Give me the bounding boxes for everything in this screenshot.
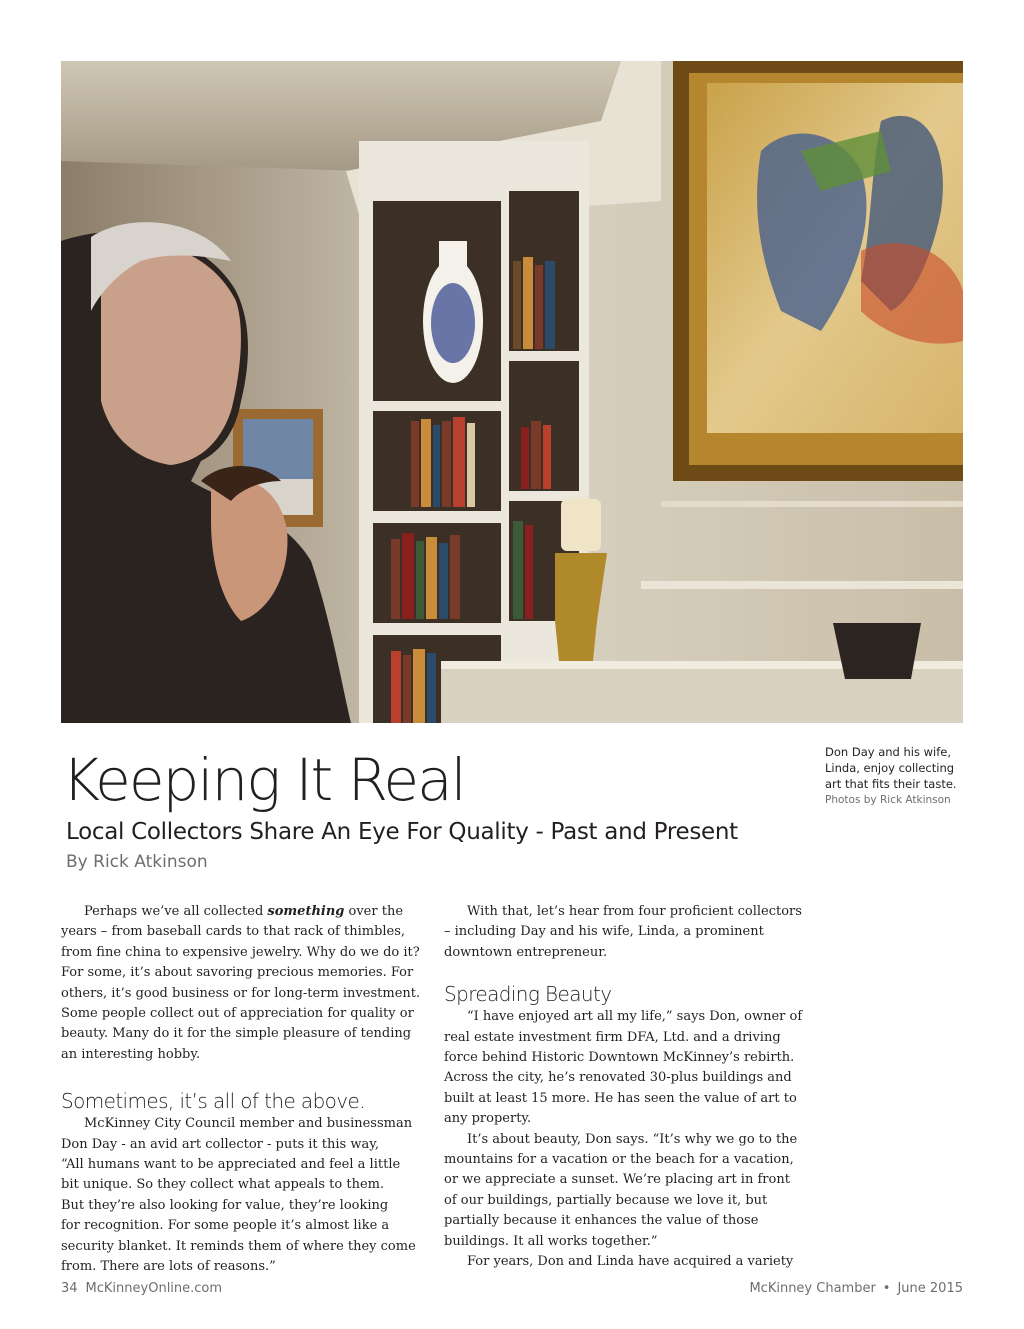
paragraph-line: security blanket. It reminds them of where they come bbox=[61, 1238, 416, 1254]
paragraph-lines bbox=[61, 1114, 423, 1277]
paragraph-line: downtown entrepreneur. bbox=[444, 944, 608, 960]
page-number: 34 bbox=[61, 1281, 78, 1296]
paragraph-line: from fine china to expensive jewelry. Why do we do it? bbox=[61, 944, 420, 960]
paragraph-line: built at least 15 more. He has seen the value of art to bbox=[444, 1090, 797, 1106]
paragraph-line: force behind Historic Downtown McKinney’s rebirth. bbox=[444, 1050, 795, 1066]
paragraph-line: of our buildings, partially because we love it, but bbox=[444, 1192, 768, 1208]
paragraph-line: – including Day and his wife, Linda, a prominent bbox=[444, 924, 764, 940]
paragraph-line: for recognition. For some people it’s almost like a bbox=[61, 1218, 390, 1234]
paragraph-lines bbox=[444, 1130, 806, 1252]
paragraph-line bbox=[61, 902, 423, 922]
article-title: Keeping It Real bbox=[62, 746, 465, 814]
paragraph-line: “I have enjoyed art all my life,” says Don, owner of bbox=[467, 1009, 803, 1025]
site-link[interactable]: McKinneyOnline.com bbox=[85, 1281, 223, 1296]
section-heading-spreading-beauty: Spreading Beauty bbox=[444, 982, 612, 1007]
emphasis-text: something bbox=[267, 904, 345, 919]
caption-line-2: Linda, enjoy collecting bbox=[825, 761, 955, 775]
paragraph-line: an interesting hobby. bbox=[61, 1046, 201, 1062]
paragraph-line: beauty. Many do it for the simple pleasure of tending bbox=[61, 1026, 412, 1042]
article-column-2 bbox=[444, 902, 806, 1273]
paragraph-lines bbox=[444, 902, 806, 963]
caption-line-3: art that fits their taste. bbox=[825, 777, 957, 791]
publication-name: McKinney Chamber bbox=[749, 1281, 876, 1296]
article-byline: By Rick Atkinson bbox=[66, 852, 208, 872]
paragraph-line: McKinney City Council member and businessman bbox=[84, 1116, 413, 1132]
hero-photo-illustration bbox=[61, 61, 963, 723]
paragraph-line: Don Day - an avid art collector - puts it this way, bbox=[61, 1136, 379, 1152]
section-heading-sometimes: Sometimes, it’s all of the above. bbox=[61, 1089, 365, 1114]
paragraph-line: bit unique. So they collect what appeals to them. bbox=[61, 1177, 385, 1193]
text-run: Perhaps we’ve all collected bbox=[84, 904, 268, 919]
paragraph-line: For some, it’s about savoring precious memories. For bbox=[61, 965, 414, 981]
paragraph-line: or we appreciate a sunset. We’re placing art in front bbox=[444, 1172, 790, 1188]
paragraph-line: any property. bbox=[444, 1111, 532, 1127]
paragraph-line: partially because it enhances the value of those bbox=[444, 1213, 759, 1229]
caption-line-1: Don Day and his wife, bbox=[825, 745, 952, 759]
paragraph-line: “All humans want to be appreciated and feel a little bbox=[61, 1157, 401, 1173]
paragraph-line: years – from baseball cards to that rack of thimbles, bbox=[61, 924, 406, 940]
photo-credit: Photos by Rick Atkinson bbox=[825, 794, 951, 806]
article-column-1 bbox=[61, 902, 423, 1278]
paragraph-line: With that, let’s hear from four proficient collectors bbox=[467, 904, 802, 919]
paragraph-line: buildings. It all works together.” bbox=[444, 1233, 658, 1249]
hero-photo bbox=[61, 61, 963, 723]
paragraph-line: others, it’s good business or for long-term investment. bbox=[61, 985, 421, 1001]
paragraph-line: mountains for a vacation or the beach for a vacation, bbox=[444, 1152, 794, 1168]
paragraph-line: It’s about beauty, Don says. “It’s why we go to the bbox=[467, 1131, 798, 1147]
paragraph-line: For years, Don and Linda have acquired a variety bbox=[467, 1254, 794, 1270]
separator-bullet: • bbox=[882, 1281, 891, 1296]
paragraph-lines bbox=[444, 1007, 806, 1129]
paragraph-line: real estate investment firm DFA, Ltd. and a driving bbox=[444, 1029, 781, 1045]
issue-date: June 2015 bbox=[897, 1281, 963, 1296]
paragraph-line: from. There are lots of reasons.” bbox=[61, 1259, 276, 1275]
photo-caption bbox=[825, 744, 965, 808]
paragraph-line: Across the city, he’s renovated 30-plus buildings and bbox=[444, 1070, 792, 1086]
text-run: over the bbox=[344, 904, 404, 919]
paragraph-line: Some people collect out of appreciation for quality or bbox=[61, 1006, 414, 1022]
article-subtitle: Local Collectors Share An Eye For Quality - Past and Present bbox=[66, 819, 738, 845]
footer-left bbox=[61, 1281, 222, 1296]
paragraph-lines bbox=[444, 1252, 806, 1272]
paragraph-line: But they’re also looking for value, they’re looking bbox=[61, 1197, 389, 1213]
footer-right bbox=[749, 1281, 963, 1296]
paragraph-lines bbox=[61, 922, 423, 1065]
